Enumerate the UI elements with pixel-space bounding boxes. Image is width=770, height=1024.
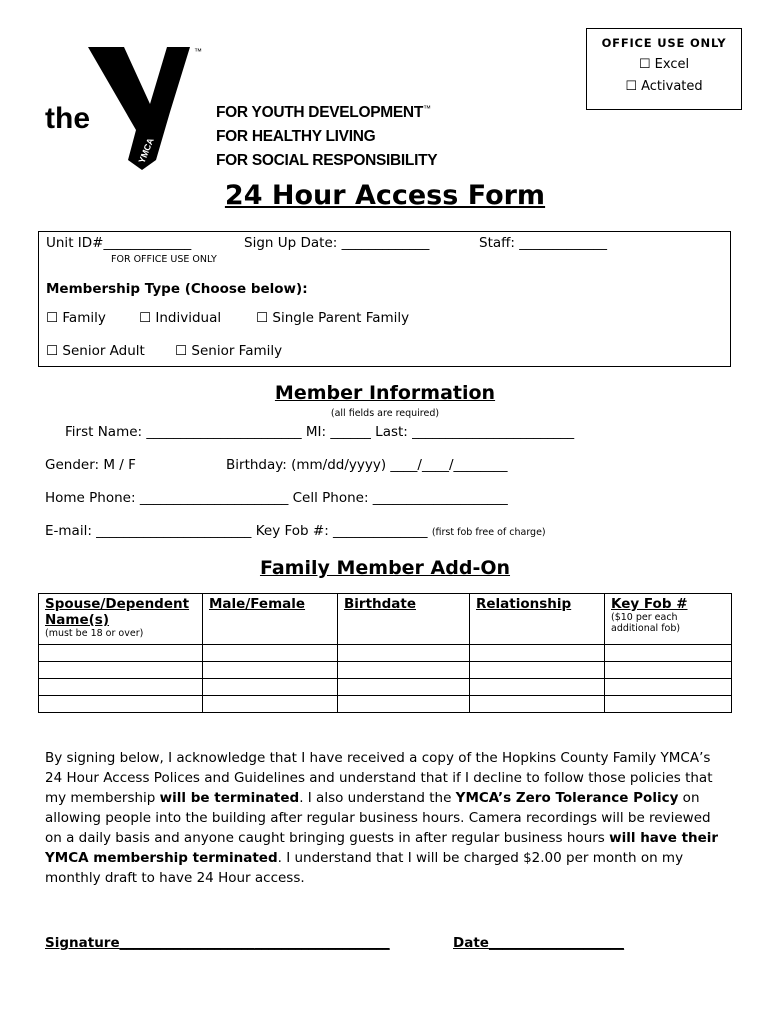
signature-line-2: ____________________ bbox=[254, 935, 390, 951]
fob-note: (first fob free of charge) bbox=[431, 527, 546, 538]
office-excel-checkbox[interactable]: ☐ Excel bbox=[638, 57, 690, 72]
office-use-box bbox=[586, 28, 742, 110]
family-checkbox[interactable]: ☐ Family bbox=[46, 310, 106, 326]
senior-adult-checkbox[interactable]: ☐ Senior Adult bbox=[46, 343, 145, 359]
logo-tagline: FOR YOUTH DEVELOPMENT™ FOR HEALTHY LIVING FOR SOCIAL RESPONSIBILITY bbox=[216, 97, 437, 173]
individual-checkbox[interactable]: ☐ Individual bbox=[139, 310, 222, 326]
family-addon-title: Family Member Add-On bbox=[259, 557, 511, 579]
tagline-social: FOR SOCIAL RESPONSIBILITY bbox=[216, 152, 438, 170]
member-info-title: Member Information bbox=[274, 382, 496, 404]
acknowledgement-text: By signing below, I acknowledge that I have received a copy of the Hopkins County Family YMCA’s 24 Hour Access Polices and Guidelines and understand that if I decline to follow those policies that my membership will be terminated. I also understand the YMCA’s Zero Tolerance Policy on allowing people into the building after regular business hours. Camera recordings will be reviewed on a daily basis and anyone caught bringing guests in after regular business hours will have their YMCA membership terminated. I understand that I will be charged $2.00 per month on my monthly draft to have 24 Hour access. bbox=[45, 750, 719, 886]
header-male-female: Male/Female bbox=[203, 594, 338, 645]
table-row[interactable] bbox=[39, 696, 732, 713]
svg-text:™: ™ bbox=[194, 47, 202, 56]
family-member-table bbox=[38, 593, 732, 713]
sign-up-date-field[interactable]: Sign Up Date: _____________ bbox=[244, 235, 430, 251]
single-parent-family-checkbox[interactable]: ☐ Single Parent Family bbox=[256, 310, 410, 326]
ymca-y-logo-icon bbox=[40, 42, 240, 172]
phone-fields[interactable]: Home Phone: ______________________ Cell Phone: ____________________ bbox=[45, 490, 508, 506]
date-field[interactable] bbox=[453, 935, 624, 951]
header-birthdate: Birthdate bbox=[338, 594, 470, 645]
signature-field[interactable] bbox=[45, 935, 390, 951]
date-label: Date bbox=[453, 935, 489, 951]
logo-the: the bbox=[45, 102, 90, 135]
senior-family-checkbox[interactable]: ☐ Senior Family bbox=[175, 343, 283, 359]
tagline-youth: FOR YOUTH DEVELOPMENT bbox=[216, 104, 423, 122]
staff-field[interactable]: Staff: _____________ bbox=[479, 235, 608, 251]
family-table-header bbox=[39, 594, 732, 645]
table-row[interactable] bbox=[39, 679, 732, 696]
unit-id-field[interactable]: Unit ID#_____________ bbox=[46, 235, 192, 251]
office-only-note: FOR OFFICE USE ONLY bbox=[111, 254, 217, 265]
header-relationship: Relationship bbox=[470, 594, 605, 645]
email-field: E-mail: _______________________ Key Fob #: ______________ bbox=[45, 523, 428, 539]
logo-ymca-text: YMCA bbox=[136, 136, 156, 165]
table-row[interactable] bbox=[39, 662, 732, 679]
date-line: ____________________ bbox=[488, 935, 624, 951]
birthday-field[interactable]: Birthday: (mm/dd/yyyy) ____/____/________ bbox=[226, 457, 508, 473]
signature-line-1: ____________________ bbox=[119, 935, 255, 951]
office-activated-checkbox[interactable]: ☐ Activated bbox=[625, 79, 703, 94]
header-key-fob: Key Fob # ($10 per each additional fob) bbox=[605, 594, 732, 645]
header-spouse-dependent: Spouse/Dependent Name(s) (must be 18 or over) bbox=[39, 594, 203, 645]
name-fields[interactable]: First Name: _______________________ MI: ______ Last: ________________________ bbox=[65, 424, 575, 440]
gender-field[interactable]: Gender: M / F bbox=[45, 457, 136, 473]
membership-type-label: Membership Type (Choose below): bbox=[46, 281, 308, 297]
signature-label: Signature bbox=[45, 935, 120, 951]
form-title: 24 Hour Access Form bbox=[224, 180, 546, 211]
tagline-healthy: FOR HEALTHY LIVING bbox=[216, 128, 376, 146]
table-row[interactable] bbox=[39, 645, 732, 662]
email-keyfob-fields[interactable] bbox=[45, 523, 546, 539]
membership-box bbox=[38, 231, 731, 367]
office-use-title: OFFICE USE ONLY bbox=[601, 36, 727, 50]
required-note: (all fields are required) bbox=[330, 408, 440, 419]
